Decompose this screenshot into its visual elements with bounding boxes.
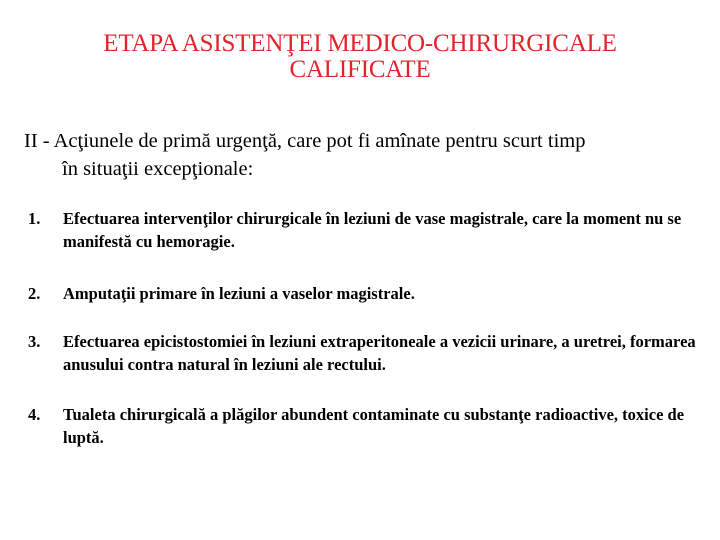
section-heading-line-1: II - Acţiunele de primă urgenţă, care pot fi amînate pentru scurt timp: [24, 130, 586, 152]
list-item-text: Efectuarea epicistostomiei în leziuni extraperitoneale a vezicii urinare, a uretrei, formarea anusului contra natural în leziuni ale rectului.: [63, 332, 696, 374]
slide-title: ETAPA ASISTENŢEI MEDICO-CHIRURGICALE CALIFICATE: [103, 30, 617, 83]
list-item: [28, 330, 698, 376]
list-item-number: 3.: [28, 332, 41, 351]
list-item-text: Efectuarea intervenţilor chirurgicale în leziuni de vase magistrale, care la moment nu se manifestă cu hemoragie.: [63, 209, 682, 251]
section-heading-line-2: în situaţii excepţionale:: [62, 158, 254, 180]
list-item: [28, 207, 698, 253]
list-item-number: 2.: [28, 284, 41, 303]
list-item-number: 4.: [28, 405, 41, 424]
list-item-text: Amputaţii primare în leziuni a vaselor magistrale.: [63, 284, 415, 303]
list-item: [28, 282, 698, 305]
section-heading: [24, 127, 704, 183]
list-item-text: Tualeta chirurgicală a plăgilor abundent contaminate cu substanţe radioactive, toxice de luptă.: [63, 405, 685, 447]
list-item: [28, 403, 698, 449]
list-item-number: 1.: [28, 209, 41, 228]
